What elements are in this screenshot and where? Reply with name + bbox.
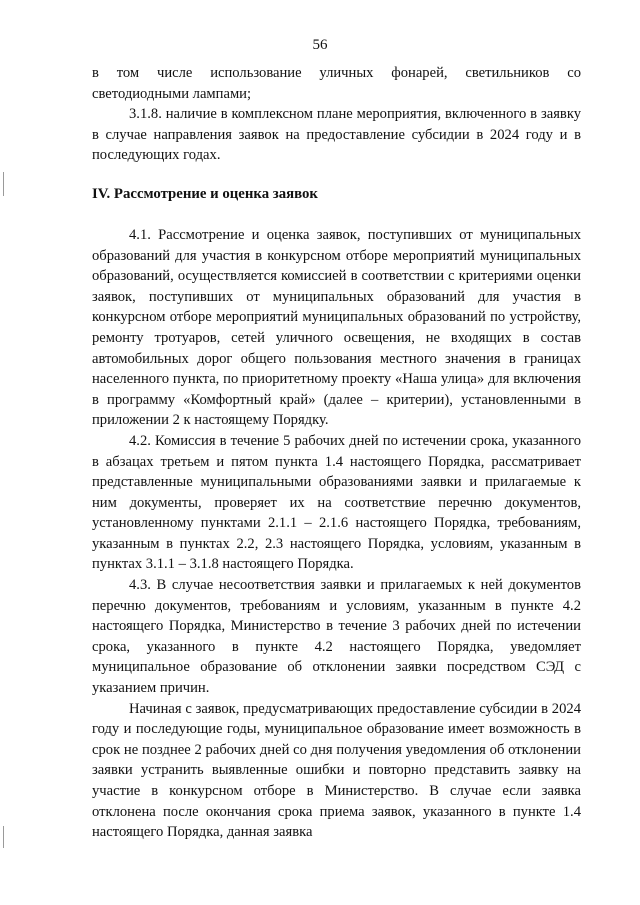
scan-edge-mark-top [3,172,4,196]
document-body [92,63,581,843]
paragraph-4-3: 4.3. В случае несоответствия заявки и прилагаемых к ней документов перечню документов, требованиям и условиям, указанным в пункте 4.2 настоящего Порядка, Министерство в течение 3 рабочих дней по истечении срока, указанного в пункте 4.2 настоящего Порядка, уведомляет муниципальное образование об отклонении заявки посредством СЭД с указанием причин. [92,577,581,697]
paragraph-4-1: 4.1. Рассмотрение и оценка заявок, поступивших от муниципальных образований для участия в конкурсном отборе мероприятий муниципальных образований, осуществляется комиссией в соответствии с критериями оценки заявок, поступивших от муниципальных образований для участия в конкурсном отборе мероприятий муниципальных образований по устройству, ремонту тротуаров, сетей уличного освещения, не входящих в состав автомобильных дорог общего пользования местного значения в границах населенного пункта, по приоритетному проекту «Наша улица» для включения в программу «Комфортный край» (далее – критерии), установленными в приложении 2 к настоящему Порядку. [92,226,581,429]
section-heading: IV. Рассмотрение и оценка заявок [92,185,318,202]
paragraph-4-2: 4.2. Комиссия в течение 5 рабочих дней по истечении срока, указанного в абзацах третьем и пятом пункта 1.4 настоящего Порядка, рассматривает представленные муниципальными образованиями заявки и прилагаемые к ним документы, проверяет их на соответствие перечню документов, установленному пунктами 2.1.1 – 2.1.6 настоящего Порядка, требованиям, указанным в пунктах 2.2, 2.3 настоящего Порядка, условиям, указанным в пунктах 3.1.1 – 3.1.8 настоящего Порядка. [92,432,581,573]
page-number: 56 [312,37,328,53]
paragraph-3-1-8: 3.1.8. наличие в комплексном плане мероприятия, включенного в заявку в случае направления заявок на предоставление субсидии в 2024 году и в последующих годах. [92,106,581,164]
paragraph-continuation: в том числе использование уличных фонарей, светильников со светодиодными лампами; [92,65,581,102]
paragraph-resubmission: Начиная с заявок, предусматривающих предоставление субсидии в 2024 году и последующие годы, муниципальное образование имеет возможность в срок не позднее 2 рабочих дней со дня получения уведомления об отклонении заявки устранить выявленные ошибки и повторно представить заявку на участие в конкурсном отборе в Министерство. В случае если заявка отклонена после окончания срока приема заявок, указанного в пункте 1.4 настоящего Порядка, данная заявка [92,700,581,841]
scan-edge-mark-bottom [3,826,4,848]
